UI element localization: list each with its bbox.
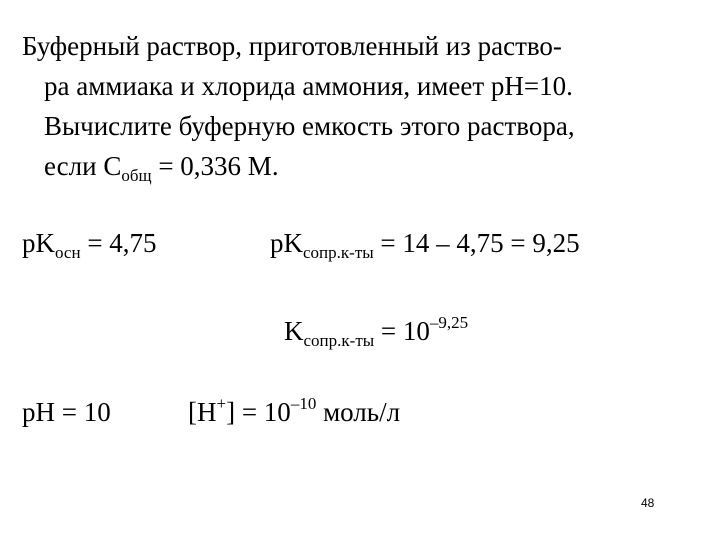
pk-acid-subscript: сопр.к-ты: [303, 243, 374, 262]
h-ion-exponent: –10: [290, 394, 317, 413]
h-ion-value: ] = 10: [226, 397, 291, 427]
pk-base-subscript: осн: [55, 243, 81, 262]
problem-line-3: Вычислите буферную емкость этого раствора,: [44, 111, 575, 141]
h-ion-open: [H: [188, 397, 217, 427]
problem-line-4-subscript: общ: [121, 166, 152, 185]
problem-statement: [22, 26, 702, 186]
problem-line-4-suffix: = 0,336 М.: [151, 151, 279, 181]
h-ion-charge: +: [216, 394, 227, 413]
k-acid-value: = 10: [374, 316, 430, 346]
equation-ph: [22, 395, 111, 429]
problem-line-4-prefix: если C: [44, 151, 122, 181]
page-number: 48: [641, 496, 655, 510]
pk-acid-value: = 14 – 4,75 = 9,25: [373, 228, 580, 258]
equation-k-conjugate-acid: [284, 314, 468, 348]
k-acid-symbol: K: [284, 316, 304, 346]
k-acid-subscript: сопр.к-ты: [303, 331, 375, 350]
problem-line-2: ра аммиака и хлорида аммония, имеет pH=10.: [44, 71, 573, 101]
problem-line-4: [22, 146, 702, 186]
equation-pk-base: [22, 226, 157, 260]
problem-line-1: Буферный раствор, приготовленный из раство-: [22, 31, 562, 61]
equation-pk-conjugate-acid: [270, 226, 580, 260]
pk-base-value: = 4,75: [80, 228, 157, 258]
pk-base-symbol: pK: [22, 228, 55, 258]
pk-acid-symbol: pK: [270, 228, 303, 258]
k-acid-exponent: –9,25: [429, 313, 469, 332]
ph-value: pH = 10: [22, 397, 111, 427]
equation-hydrogen-ion: [188, 395, 400, 429]
h-ion-unit: моль/л: [316, 397, 401, 427]
